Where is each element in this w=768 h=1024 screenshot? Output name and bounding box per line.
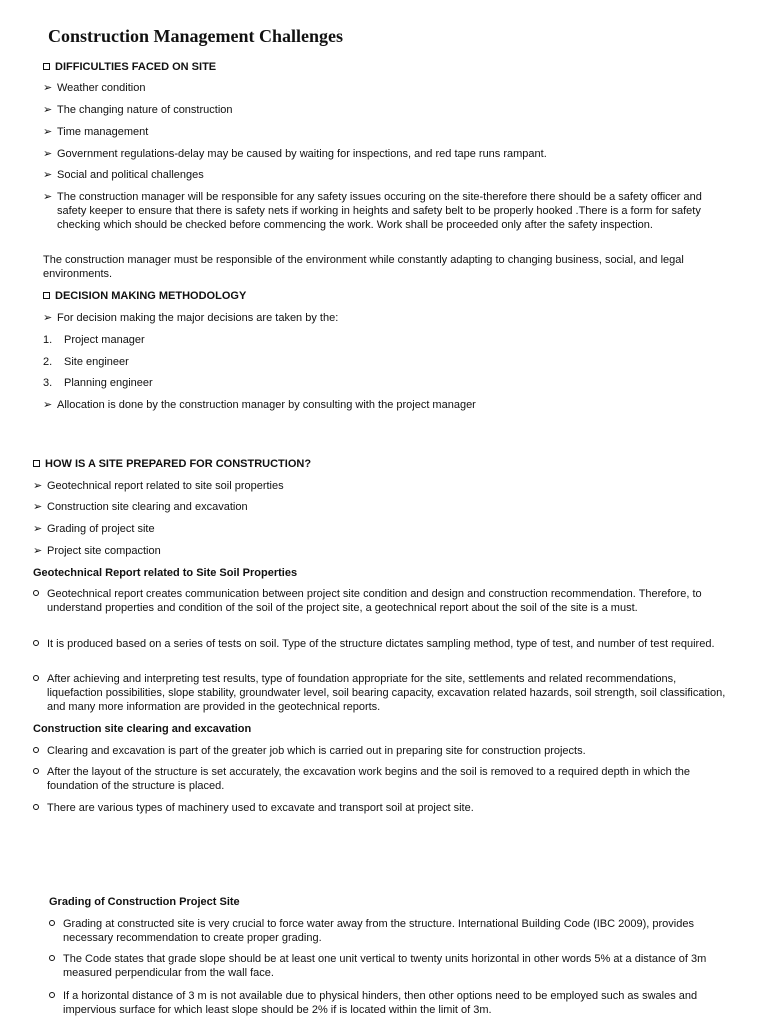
list-item: ➢ Grading of project site — [33, 523, 155, 535]
circle-bullet-icon — [49, 992, 55, 998]
list-item: ➢ The construction manager will be responsible for any safety issues occuring on the site-therefore there should be a safety officer and safety keeper to ensure that there is safety nets if working in heights and safety belt to be properly hooked .There is a form for safety checking which should be checked before commencing the work. Work shall be proceeded only after the safety inspection. — [43, 191, 702, 231]
list-item: Grading at constructed site is very crucial to force water away from the structure. International Building Code (IBC 2009), provides necessary recommendation to create proper grading. — [49, 917, 729, 945]
list-item: Geotechnical report creates communication between project site condition and design and construction recommendation. Therefore, to understand properties and condition of the soil of the project site, a geotechnical report about the soil of the site is a must. — [33, 587, 729, 615]
numbered-item: 2. Site engineer — [43, 356, 129, 368]
list-item: ➢ Government regulations-delay may be caused by waiting for inspections, and red tape runs rampant. — [43, 148, 547, 160]
arrow-bullet-icon: ➢ — [43, 169, 53, 181]
subheading-geotechnical: Geotechnical Report related to Site Soil Properties — [33, 567, 298, 579]
circle-bullet-icon — [49, 920, 55, 926]
subheading-grading: Grading of Construction Project Site — [49, 896, 240, 908]
arrow-bullet-icon: ➢ — [33, 501, 43, 513]
arrow-bullet-icon: ➢ — [43, 399, 53, 411]
circle-bullet-icon — [33, 590, 39, 596]
circle-bullet-icon — [33, 675, 39, 681]
list-item: ➢ Construction site clearing and excavation — [33, 501, 248, 513]
list-item: If a horizontal distance of 3 m is not available due to physical hinders, then other options need to be employed such as swales and impervious surface for which least slope should be 2% if is located within the limit of 3m. — [49, 989, 729, 1017]
circle-bullet-icon — [33, 768, 39, 774]
list-item: ➢ Allocation is done by the construction manager by consulting with the project manager — [43, 399, 476, 411]
list-item: ➢ Social and political challenges — [43, 169, 204, 181]
numbered-item: 1. Project manager — [43, 334, 145, 346]
section-heading-decision: DECISION MAKING METHODOLOGY — [43, 289, 246, 303]
arrow-bullet-icon: ➢ — [33, 523, 43, 535]
list-item: After the layout of the structure is set accurately, the excavation work begins and the soil is removed to a required depth in which the foundation of the structure is placed. — [33, 765, 729, 793]
document-title: Construction Management Challenges — [48, 26, 343, 46]
list-item: ➢ Weather condition — [43, 82, 146, 94]
circle-bullet-icon — [33, 640, 39, 646]
list-item: ➢ The changing nature of construction — [43, 104, 233, 116]
arrow-bullet-icon: ➢ — [33, 545, 43, 557]
list-item: It is produced based on a series of tests on soil. Type of the structure dictates sampling method, type of test, and number of test required. — [33, 637, 729, 651]
arrow-bullet-icon: ➢ — [43, 126, 53, 138]
list-item: ➢ For decision making the major decisions are taken by the: — [43, 312, 339, 324]
list-item: The Code states that grade slope should be at least one unit vertical to twenty units horizontal in other words 5% at a distance of 3m measured perpendicular from the wall face. — [49, 952, 729, 980]
list-item: ➢ Time management — [43, 126, 149, 138]
arrow-bullet-icon: ➢ — [43, 148, 53, 160]
list-item: There are various types of machinery used to excavate and transport soil at project site. — [33, 801, 729, 815]
subheading-clearing: Construction site clearing and excavation — [33, 723, 252, 735]
arrow-bullet-icon: ➢ — [43, 104, 53, 116]
numbered-item: 3. Planning engineer — [43, 377, 153, 389]
circle-bullet-icon — [33, 747, 39, 753]
section-heading-difficulties: DIFFICULTIES FACED ON SITE — [43, 60, 216, 74]
arrow-bullet-icon: ➢ — [43, 191, 53, 203]
section-heading-site-prep: HOW IS A SITE PREPARED FOR CONSTRUCTION? — [33, 457, 311, 471]
list-item: Clearing and excavation is part of the greater job which is carried out in preparing site for construction projects. — [33, 744, 729, 758]
arrow-bullet-icon: ➢ — [43, 312, 53, 324]
circle-bullet-icon — [33, 804, 39, 810]
checkbox-square-icon — [43, 292, 50, 299]
checkbox-square-icon — [33, 460, 40, 467]
arrow-bullet-icon: ➢ — [33, 480, 43, 492]
paragraph: The construction manager must be responsible of the environment while constantly adapting to changing business, social, and legal environments. — [43, 254, 684, 280]
circle-bullet-icon — [49, 955, 55, 961]
checkbox-square-icon — [43, 63, 50, 70]
list-item: ➢ Project site compaction — [33, 545, 161, 557]
list-item: After achieving and interpreting test results, type of foundation appropriate for the site, settlements and related recommendations, liquefaction possibilities, slope stability, groundwater level, soil bearing capacity, excavation related hazards, soil strength, soil classification, and many more information are provided in the geotechnical reports. — [33, 672, 729, 714]
list-item: ➢ Geotechnical report related to site soil properties — [33, 480, 284, 492]
arrow-bullet-icon: ➢ — [43, 82, 53, 94]
